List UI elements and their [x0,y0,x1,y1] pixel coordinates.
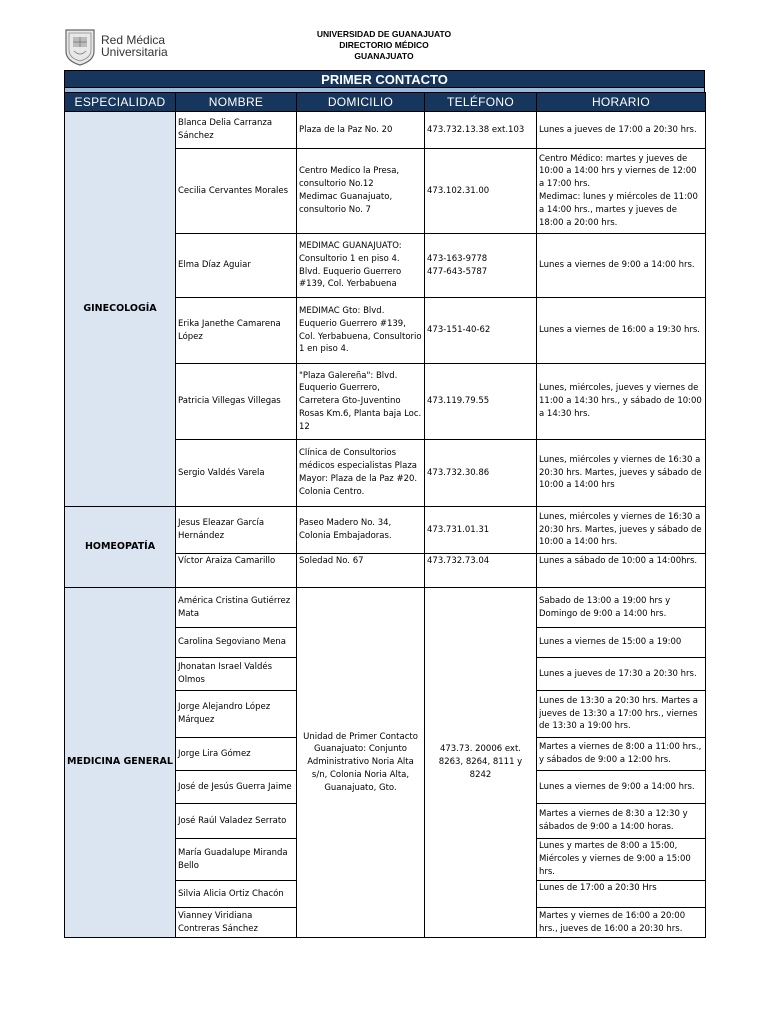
logo-line-2: Universitaria [101,45,168,59]
doctor-phone: 473.102.31.00 [425,149,537,234]
doctor-address: Centro Medico la Presa, consultorio No.12 Medimac Guanajuato, consultorio No. 7 [297,149,425,234]
table-row [65,588,706,628]
doctor-name: María Guadalupe Miranda Bello [176,839,297,881]
col-header-domicilio: DOMICILIO [297,93,425,112]
doctor-address: MEDIMAC GUANAJUATO: Consultorio 1 en piso 4. Blvd. Euquerio Guerrero #139, Col. Yerbabuena [297,234,425,298]
table-row [65,112,706,149]
shared-phone: 473.73. 20006 ext. 8263, 8264, 8111 y 8242 [425,588,537,938]
directory-sheet [64,70,705,938]
doctor-phone: 473-163-9778 477-643-5787 [425,234,537,298]
red-medica-logo [63,27,183,71]
col-header-telefono: TELÉFONO [425,93,537,112]
doctor-hours: Lunes y martes de 8:00 a 15:00, Miércoles y viernes de 9:00 a 15:00 hrs. [537,839,706,881]
specialty-ginecologia: GINECOLOGÍA [65,112,176,507]
col-header-horario: HORARIO [537,93,706,112]
directory-table [64,92,706,938]
doctor-phone: 473.732.30.86 [425,440,537,507]
doctor-hours: Lunes a viernes de 15:00 a 19:00 [537,628,706,658]
doctor-address: MEDIMAC Gto: Blvd. Euquerio Guerrero #139, Col. Yerbabuena, Consultorio 1 en piso 4. [297,298,425,364]
doctor-hours: Lunes, miércoles, jueves y viernes de 11:00 a 14:30 hrs., y sábado de 10:00 a 14:30 hrs. [537,364,706,440]
doctor-name: Carolina Segoviano Mena [176,628,297,658]
doctor-name: Vianney Viridiana Contreras Sánchez [176,908,297,938]
doctor-hours: Lunes a viernes de 16:00 a 19:30 hrs. [537,298,706,364]
doctor-name: Víctor Araiza Camarillo [176,554,297,588]
doctor-phone: 473.119.79.55 [425,364,537,440]
doctor-hours: Lunes de 17:00 a 20:30 Hrs [537,881,706,908]
specialty-homeopatia: HOMEOPATÍA [65,507,176,588]
header-city: GUANAJUATO [354,51,414,61]
doctor-address: Plaza de la Paz No. 20 [297,112,425,149]
header-directory: DIRECTORIO MÉDICO [339,40,429,50]
doctor-phone: 473.732.73.04 [425,554,537,588]
col-header-especialidad: ESPECIALIDAD [65,93,176,112]
doctor-hours: Lunes, miércoles y viernes de 16:30 a 20:30 hrs. Martes, jueves y sábado de 10:00 a 14:00 hrs [537,440,706,507]
doctor-hours: Centro Médico: martes y jueves de 10:00 a 14:00 hrs y viernes de 12:00 a 17:00 hrs. Medimac: lunes y miércoles de 11:00 a 14:00 hrs., martes y jueves de 18:00 a 20:00 hrs. [537,149,706,234]
table-header-row [65,93,706,112]
doctor-name: Blanca Delia Carranza Sánchez [176,112,297,149]
doctor-hours: Lunes a jueves de 17:00 a 20:30 hrs. [537,112,706,149]
specialty-medicina-general: MEDICINA GENERAL [65,588,176,938]
doctor-name: Cecilia Cervantes Morales [176,149,297,234]
shared-address: Unidad de Primer Contacto Guanajuato: Conjunto Administrativo Noria Alta s/n, Colonia Noria Alta, Guanajuato, Gto. [297,588,425,938]
doctor-address: Paseo Madero No. 34, Colonia Embajadoras. [297,507,425,554]
doctor-hours: Martes a viernes de 8:30 a 12:30 y sábados de 9:00 a 14:00 horas. [537,804,706,839]
doctor-name: Jesus Eleazar García Hernández [176,507,297,554]
doctor-name: Jhonatan Israel Valdés Olmos [176,658,297,691]
doctor-address: Clínica de Consultorios médicos especialistas Plaza Mayor: Plaza de la Paz #20. Colonia Centro. [297,440,425,507]
university-seal-icon [63,27,97,67]
col-header-nombre: NOMBRE [176,93,297,112]
document-header [260,29,508,62]
doctor-name: José Raúl Valadez Serrato [176,804,297,839]
doctor-name: Sergio Valdés Varela [176,440,297,507]
doctor-phone: 473.731.01.31 [425,507,537,554]
doctor-name: Patricia Villegas Villegas [176,364,297,440]
doctor-hours: Martes y viernes de 16:00 a 20:00 hrs., jueves de 16:00 a 20:30 hrs. [537,908,706,938]
doctor-name: Silvia Alicia Ortiz Chacón [176,881,297,908]
doctor-hours: Lunes de 13:30 a 20:30 hrs. Martes a jueves de 13:30 a 17:00 hrs., viernes de 13:30 a 19:00 hrs. [537,691,706,738]
doctor-hours: Lunes, miércoles y viernes de 16:30 a 20:30 hrs. Martes, jueves y sábado de 10:00 a 14:00 hrs. [537,507,706,554]
section-banner: PRIMER CONTACTO [64,70,705,88]
doctor-hours: Lunes a jueves de 17:30 a 20:30 hrs. [537,658,706,691]
doctor-phone: 473-151-40-62 [425,298,537,364]
doctor-address: Soledad No. 67 [297,554,425,588]
doctor-name: Jorge Lira Gómez [176,738,297,771]
doctor-name: América Cristina Gutiérrez Mata [176,588,297,628]
doctor-hours: Sabado de 13:00 a 19:00 hrs y Domingo de 9:00 a 14:00 hrs. [537,588,706,628]
doctor-name: Jorge Alejandro López Márquez [176,691,297,738]
doctor-name: Elma Díaz Aguiar [176,234,297,298]
doctor-hours: Martes a viernes de 8:00 a 11:00 hrs., y sábados de 9:00 a 12:00 hrs. [537,738,706,771]
doctor-hours: Lunes a viernes de 9:00 a 14:00 hrs. [537,771,706,804]
doctor-name: José de Jesús Guerra Jaime [176,771,297,804]
logo-line-1: Red Médica [101,33,166,47]
doctor-phone: 473.732.13.38 ext.103 [425,112,537,149]
table-row [65,507,706,554]
header-university: UNIVERSIDAD DE GUANAJUATO [316,29,452,39]
doctor-name: Erika Janethe Camarena López [176,298,297,364]
doctor-hours: Lunes a sábado de 10:00 a 14:00hrs. [537,554,706,588]
doctor-hours: Lunes a viernes de 9:00 a 14:00 hrs. [537,234,706,298]
doctor-address: "Plaza Galereña": Blvd. Euquerio Guerrero, Carretera Gto-Juventino Rosas Km.6, Planta baja Loc. 12 [297,364,425,440]
